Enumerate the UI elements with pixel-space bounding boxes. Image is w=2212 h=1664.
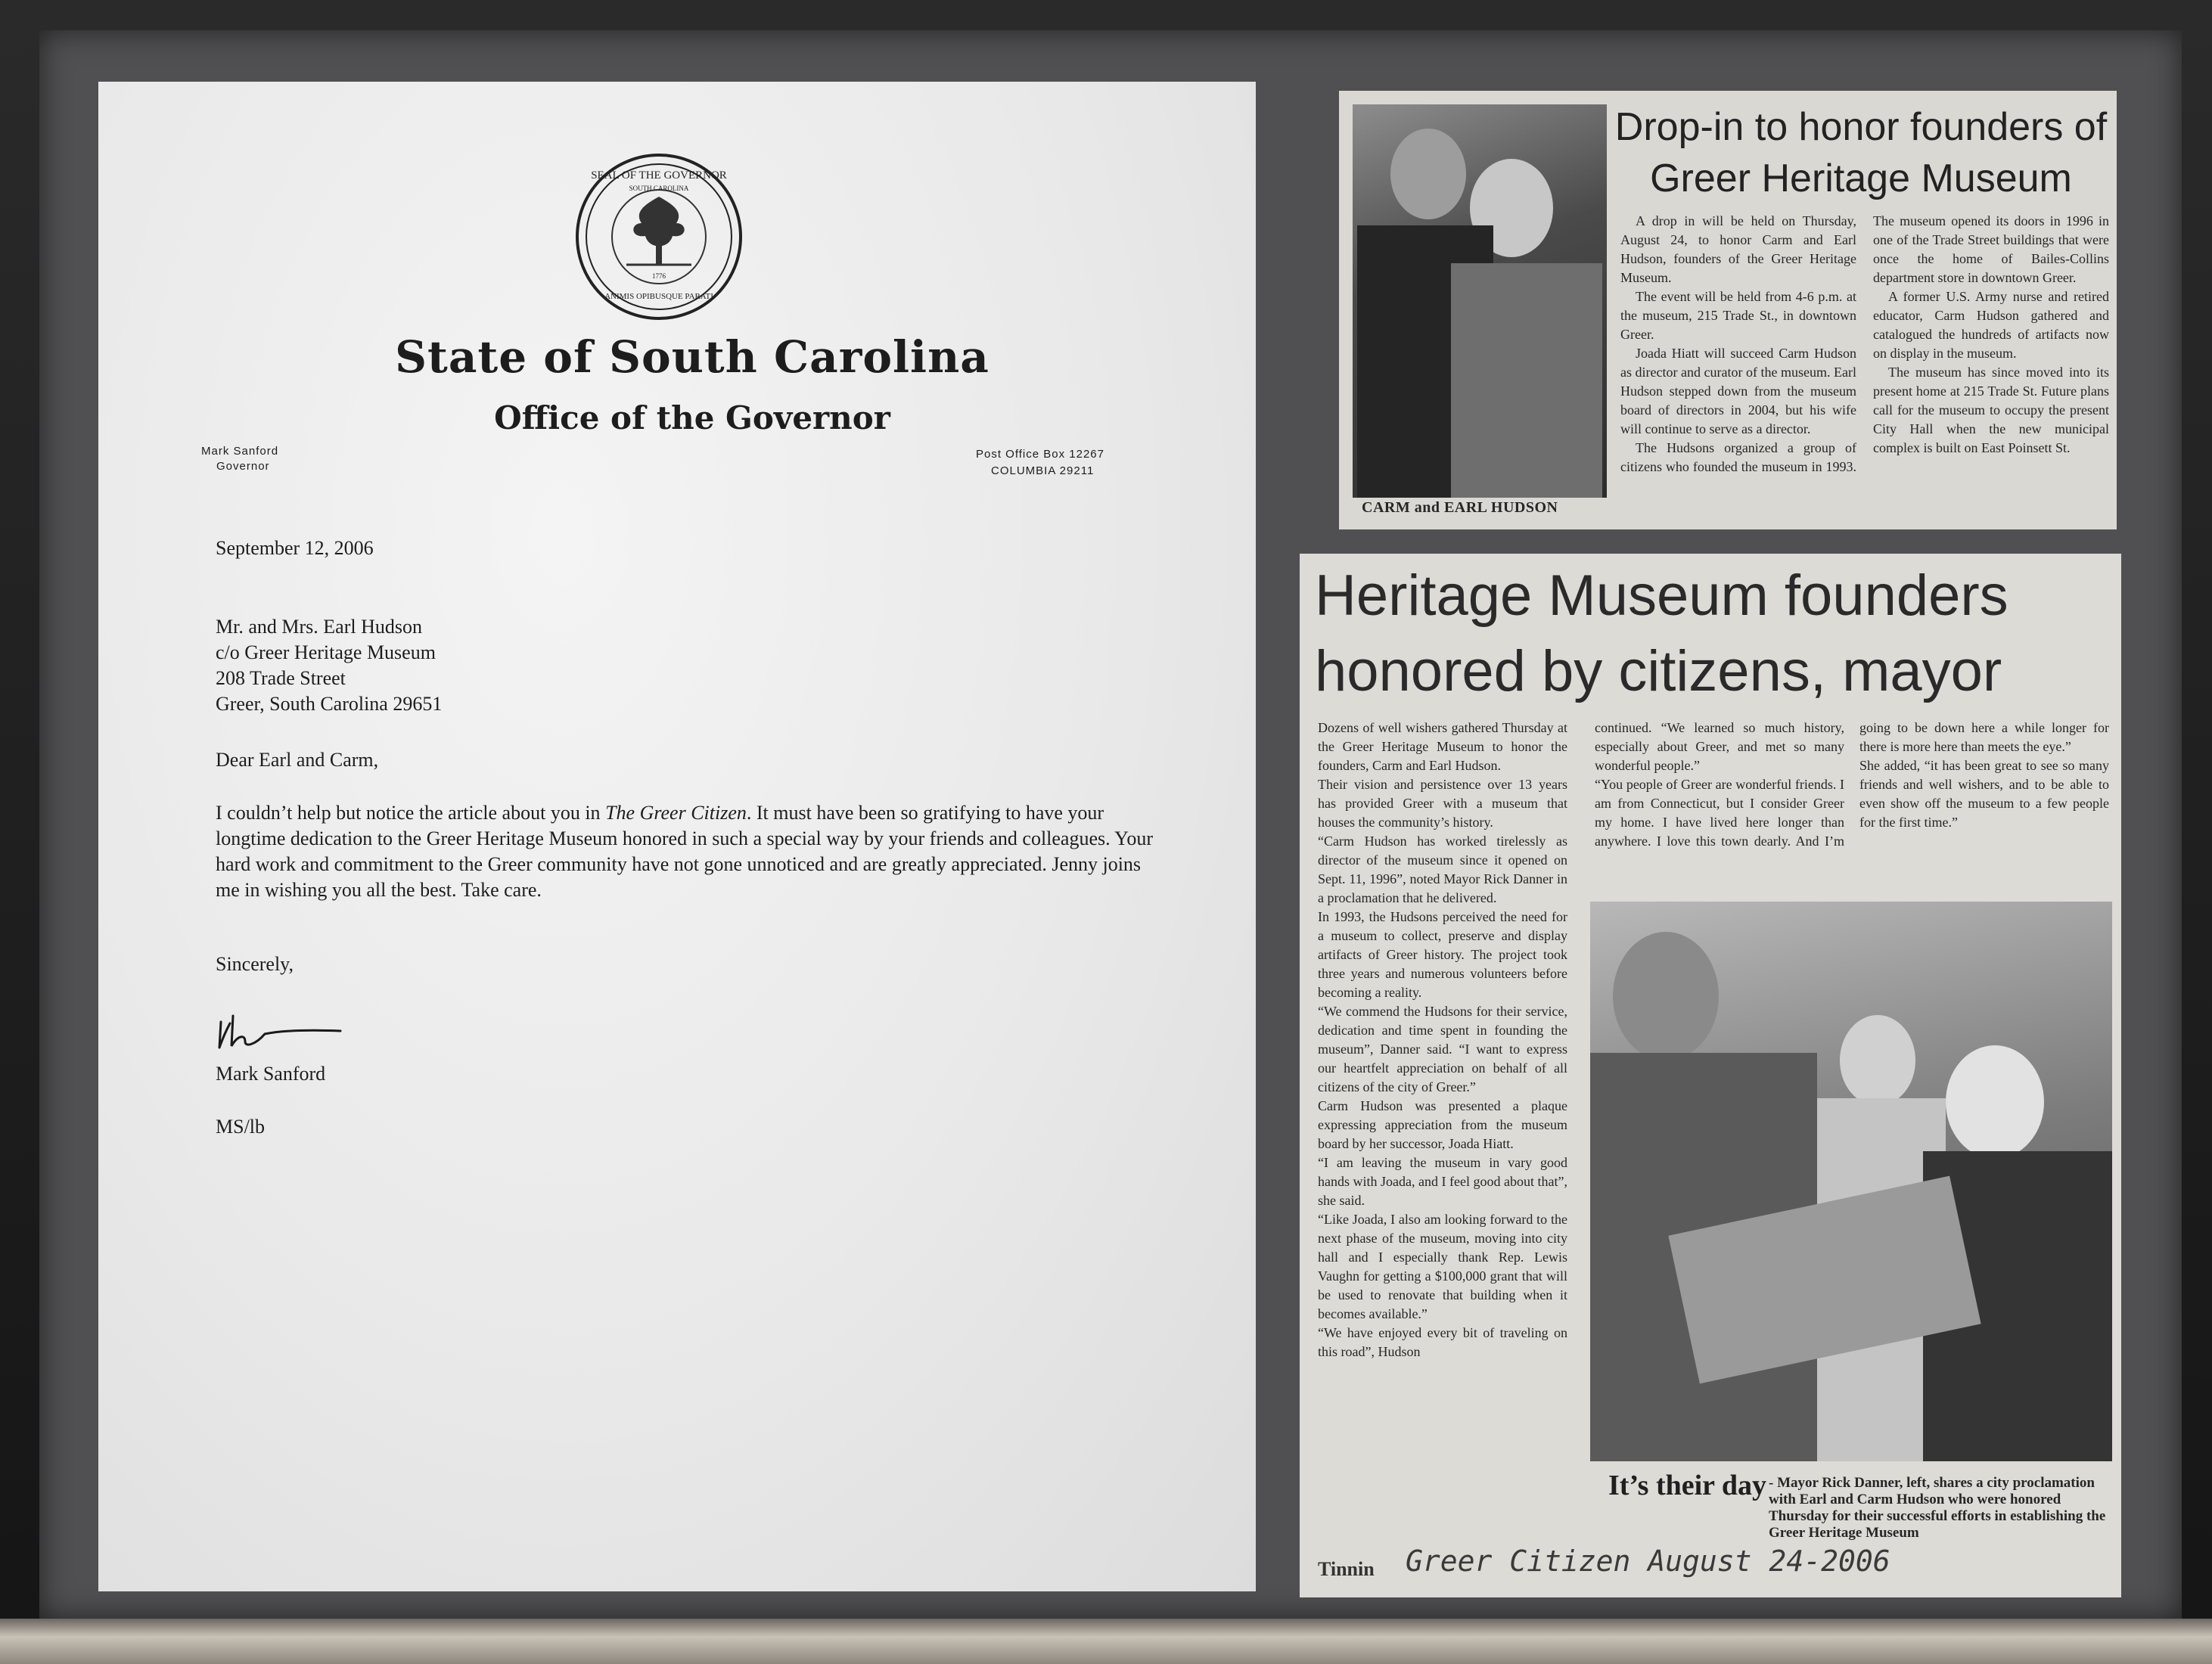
photo-caption: - Mayor Rick Danner, left, shares a city proclamation with Earl and Carm Hudson who were honored Thursday for their successful efforts in establishing the Greer Heritage Museum [1769, 1475, 2106, 1541]
paragraph: “Like Joada, I also am looking forward to the next phase of the museum, moving into city hall and I especially thank Rep. Lewis Vaughn for getting a $100,000 grant that will be used to renovate that building when it becomes available.” [1318, 1212, 1567, 1321]
paragraph: In 1993, the Hudsons perceived the need for a museum to collect, preserve and display artifacts of Greer history. The project took three years and numerous volunteers before becoming a reality. [1318, 909, 1567, 1000]
paragraph: “Carm Hudson has worked tirelessly as director of the museum since it opened on Sept. 11, 1996”, noted Mayor Rick Danner in a proclamation that he delivered. [1318, 834, 1567, 905]
seal-year: 1776 [652, 272, 666, 280]
letter-body [216, 800, 1161, 903]
seal-motto: ANIMIS OPIBUSQUE PARATI [604, 292, 713, 301]
paragraph: Their vision and persistence over 13 years has provided Greer with a museum that houses the community’s history. [1318, 777, 1567, 830]
body-text-end: . It must have been so gratifying to have your longtime dedication to the Greer Heritage Museum honored in such a special way by your friends and colleagues. Your hard work and commitment to the Greer community have not gone unnoticed and are greatly appreciated. Jenny joins me in wishing you all the best. Take care. [216, 802, 1153, 901]
photo-proclamation [1590, 902, 2112, 1461]
paragraph: The Hudsons organized a group of citizens who founded the museum in 1993. The museum opened its doors in 1996 in one of the Trade Street buildings that were once the home of Bailes-Collins department store in downtown Greer. [1620, 213, 2109, 474]
paragraph: The event will be held from 4-6 p.m. at the museum, 215 Trade St., in downtown Greer. [1620, 289, 1856, 342]
byline-credit: Tinnin [1318, 1558, 1375, 1580]
paragraph: continued. “We learned so much history, especially about Greer, and met so many wonderful people.” [1595, 720, 1844, 773]
paragraph: “We have enjoyed every bit of traveling on this road”, Hudson [1318, 1325, 1567, 1359]
address-line: c/o Greer Heritage Museum [216, 641, 436, 663]
article-body [1620, 212, 2109, 477]
headline: Heritage Museum founders honored by citizens, mayor [1315, 563, 2009, 703]
po-box: Post Office Box 12267 [976, 448, 1104, 461]
paragraph: A former U.S. Army nurse and retired educator, Carm Hudson gathered and catalogued the hundreds of artifacts now on display in the museum. [1873, 289, 2109, 361]
governor-letter [98, 82, 1256, 1591]
newspaper-clipping-honored [1300, 554, 2121, 1597]
paragraph: She added, “it has been great to see so many friends and well wishers, and to be able to even show off the museum to a few people for the first time.” [1859, 758, 2109, 830]
photo-caption-title: It’s their day [1608, 1470, 1766, 1501]
city-zip: COLUMBIA 29211 [991, 464, 1095, 477]
handwritten-note: Greer Citizen August 24-2006 [1406, 1544, 1890, 1578]
recipient-address [216, 614, 442, 717]
article-columns [1595, 719, 2109, 851]
article-column [1318, 719, 1567, 1361]
state-heading: State of South Carolina [395, 331, 989, 383]
headline: Drop-in to honor founders of Greer Heritage Museum [1614, 105, 2108, 200]
paragraph: Joada Hiatt will succeed Carm Hudson as director and curator of the museum. Earl Hudson stepped down from the museum board of directors in 2004, but his wife will continue to serve as a director. [1620, 346, 1856, 436]
newspaper-clipping-dropin [1339, 91, 2117, 529]
governor-seal [573, 151, 744, 322]
signer-name: Mark Sanford [216, 1063, 326, 1085]
letter-date: September 12, 2006 [216, 537, 374, 559]
governor-name: Mark Sanford [201, 445, 279, 458]
handwritten-signature [212, 1001, 348, 1061]
photo-carm-earl-hudson [1353, 104, 1607, 498]
salutation: Dear Earl and Carm, [216, 749, 379, 771]
closing: Sincerely, [216, 953, 294, 975]
office-heading: Office of the Governor [494, 399, 890, 436]
newspaper-title: The Greer Citizen [605, 802, 747, 824]
paragraph: Dozens of well wishers gathered Thursday at the Greer Heritage Museum to honor the founders, Carm and Earl Hudson. [1318, 720, 1567, 773]
address-line: Mr. and Mrs. Earl Hudson [216, 616, 422, 638]
paragraph: The museum has since moved into its present home at 215 Trade St. Future plans call for the museum to occupy the present City Hall when the new municipal complex is built on East Poinsett St. [1873, 365, 2109, 455]
seal-text-top: SEAL OF THE GOVERNOR [591, 169, 727, 182]
paragraph: “You people of Greer are wonderful friends. I am from Connecticut, but I consider Greer my home. I have lived here longer than anywhere. I love this town dearly. And I’m going to be down here a while longer for there is more here than meets the eye.” [1595, 720, 2109, 849]
governor-title: Governor [216, 460, 270, 473]
photo-caption: CARM and EARL HUDSON [1362, 499, 1558, 516]
typist-initials: MS/lb [216, 1116, 266, 1138]
body-text-start: I couldn’t help but notice the article about you in [216, 802, 606, 824]
paragraph: “We commend the Hudsons for their service, dedication and time spent in founding the museum”, Danner said. “I want to express our heartfelt appreciation on behalf of all citizens of the city of Greer.” [1318, 1004, 1567, 1094]
address-line: Greer, South Carolina 29651 [216, 693, 443, 715]
frame-bottom-edge [0, 1619, 2212, 1664]
paragraph: Carm Hudson was presented a plaque expressing appreciation from the museum board by her successor, Joada Hiatt. [1318, 1098, 1567, 1151]
paragraph: A drop in will be held on Thursday, August 24, to honor Carm and Earl Hudson, founders of the Greer Heritage Museum. [1620, 213, 1856, 285]
address-line: 208 Trade Street [216, 667, 346, 689]
paragraph: “I am leaving the museum in vary good hands with Joada, and I feel good about that”, she said. [1318, 1155, 1567, 1208]
seal-text-inner: SOUTH CAROLINA [629, 185, 689, 192]
